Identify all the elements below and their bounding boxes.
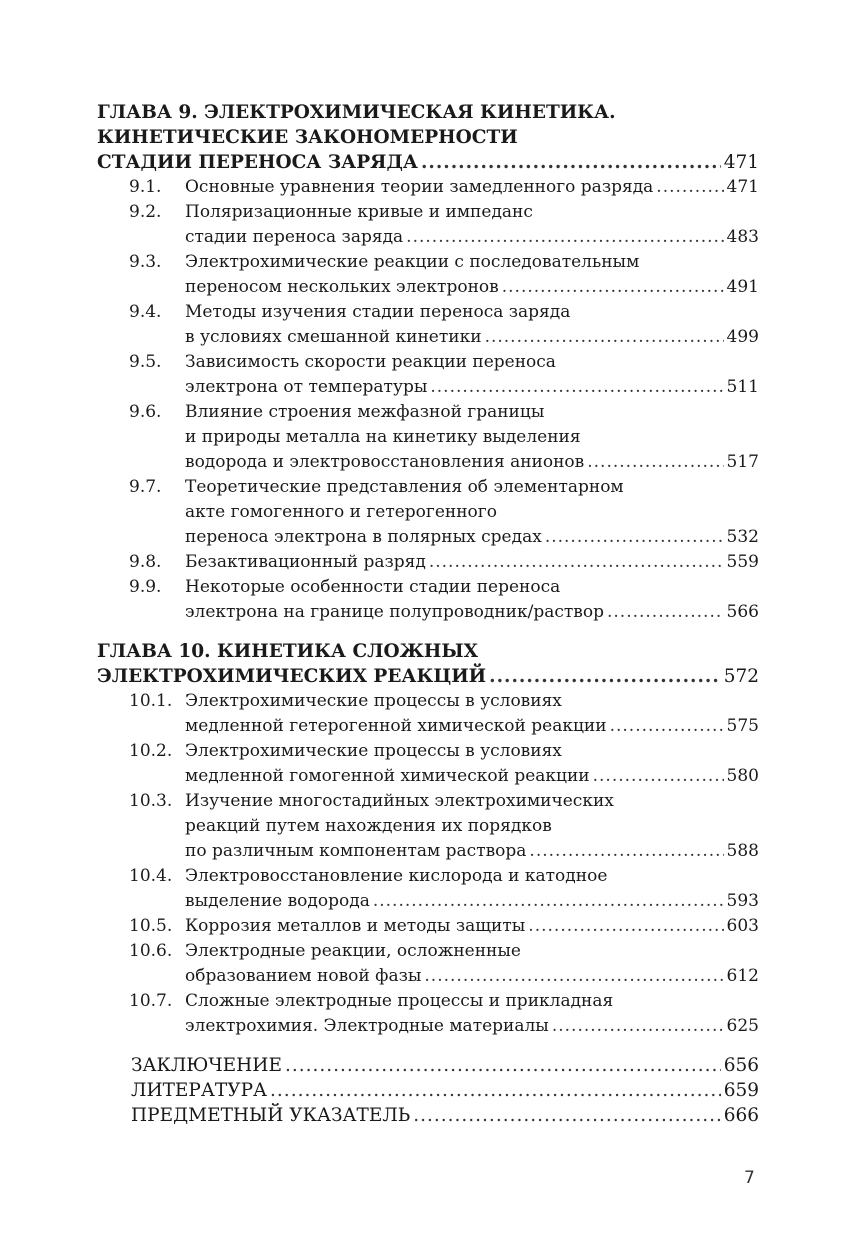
dot-leader	[485, 325, 724, 350]
section-title-line-page: 532	[726, 527, 759, 547]
section-title-line-text: электрона на границе полупроводник/раствор	[185, 602, 604, 622]
section-number-cell	[97, 575, 185, 625]
section-title-line	[185, 764, 759, 789]
section-number-cell	[97, 689, 185, 739]
section-title-line: Влияние строения межфазной границы	[185, 402, 545, 422]
section-title-line: и природы металла на кинетику выделения	[185, 427, 581, 447]
dot-leader	[413, 1103, 720, 1128]
section-title	[185, 400, 759, 475]
section-number: 9.4.	[129, 302, 162, 322]
section-title-line-text: переноса электрона в полярных средах	[185, 527, 542, 547]
toc-entry	[97, 939, 759, 989]
section-title-line-page: 588	[726, 841, 759, 861]
chapter-title-line	[97, 150, 759, 175]
section-title-line	[185, 550, 759, 575]
section-number-cell	[97, 300, 185, 350]
section-title	[185, 739, 759, 789]
section-number: 9.9.	[129, 577, 162, 597]
section-number: 10.2.	[129, 741, 173, 761]
section-title-line-page: 483	[726, 227, 759, 247]
toc-entry	[97, 475, 759, 550]
endmatter-entry	[131, 1078, 759, 1103]
section-title-line-text: водорода и электровосстановления анионов	[185, 452, 585, 472]
toc-entry	[97, 175, 759, 200]
section-title-line-page: 580	[726, 766, 759, 786]
section-number-cell	[97, 250, 185, 300]
section-title-line-text: Основные уравнения теории замедленного разряда	[185, 177, 654, 197]
section-title	[185, 864, 759, 914]
section-title-line: Теоретические представления об элементарном	[185, 477, 624, 497]
section-title-line-page: 575	[726, 716, 759, 736]
section-number-cell	[97, 989, 185, 1039]
section-title	[185, 550, 759, 575]
section-number-cell	[97, 400, 185, 475]
section-title-line-text: в условиях смешанной кинетики	[185, 327, 482, 347]
section-title-line-page: 603	[726, 916, 759, 936]
section-title-line	[185, 325, 759, 350]
section-title-line	[185, 1014, 759, 1039]
toc-entry	[97, 400, 759, 475]
section-number-cell	[97, 739, 185, 789]
section-title-line-page: 559	[726, 552, 759, 572]
section-title	[185, 939, 759, 989]
section-number: 9.6.	[129, 402, 162, 422]
section-number: 10.3.	[129, 791, 173, 811]
section-title-line	[185, 889, 759, 914]
toc-entry	[97, 250, 759, 300]
toc-entry	[97, 989, 759, 1039]
chapter-title-line	[97, 664, 759, 689]
section-title-line-text: медленной гетерогенной химической реакции	[185, 716, 607, 736]
dot-leader	[429, 550, 724, 575]
section-title-line-text: стадии переноса заряда	[185, 227, 404, 247]
chapter-title-line-text: СТАДИИ ПЕРЕНОСА ЗАРЯДА	[97, 152, 418, 173]
chapter-block	[97, 639, 759, 1039]
section-title-line: Некоторые особенности стадии переноса	[185, 577, 561, 597]
chapter-title-line: ГЛАВА 10. КИНЕТИКА СЛОЖНЫХ	[97, 641, 478, 662]
chapter-title-line-page: 471	[723, 152, 759, 173]
endmatter-entry-text: ЛИТЕРАТУРА	[131, 1080, 268, 1101]
endmatter-entry-page: 666	[723, 1105, 759, 1126]
section-title-line	[185, 839, 759, 864]
endmatter-list	[97, 1053, 759, 1128]
section-title-line-page: 491	[726, 277, 759, 297]
dot-leader	[607, 600, 724, 625]
section-number-cell	[97, 350, 185, 400]
endmatter-entry-page: 659	[723, 1080, 759, 1101]
section-title	[185, 350, 759, 400]
dot-leader	[424, 964, 723, 989]
dot-leader	[656, 175, 723, 200]
section-title-line: Методы изучения стадии переноса заряда	[185, 302, 571, 322]
section-number-cell	[97, 939, 185, 989]
section-title-line-text: Коррозия металлов и методы защиты	[185, 916, 526, 936]
section-title-line	[185, 600, 759, 625]
section-title-line	[185, 375, 759, 400]
toc-entry	[97, 739, 759, 789]
toc-entry	[97, 864, 759, 914]
section-title-line	[185, 175, 759, 200]
toc-entry	[97, 914, 759, 939]
dot-leader	[552, 1014, 724, 1039]
dot-leader	[529, 839, 723, 864]
section-title-line: Поляризационные кривые и импеданс	[185, 202, 533, 222]
section-title-line-text: медленной гомогенной химической реакции	[185, 766, 590, 786]
section-title-line-page: 499	[726, 327, 759, 347]
section-title-line	[185, 964, 759, 989]
chapter-title-line-page: 572	[723, 666, 759, 687]
section-number: 10.1.	[129, 691, 173, 711]
section-title-line	[185, 275, 759, 300]
section-title	[185, 575, 759, 625]
page-number: 7	[744, 1168, 755, 1188]
toc-entry	[97, 300, 759, 350]
section-title	[185, 250, 759, 300]
chapter-block	[97, 100, 759, 625]
section-title-line	[185, 714, 759, 739]
section-title-line-page: 471	[726, 177, 759, 197]
section-title-line: Изучение многостадийных электрохимических	[185, 791, 614, 811]
section-title	[185, 200, 759, 250]
endmatter-entry-text: ЗАКЛЮЧЕНИЕ	[131, 1055, 282, 1076]
section-number: 10.7.	[129, 991, 173, 1011]
section-title-line-text: электрона от температуры	[185, 377, 428, 397]
section-title-line: Зависимость скорости реакции переноса	[185, 352, 556, 372]
section-title-line-page: 517	[726, 452, 759, 472]
dot-leader	[406, 225, 723, 250]
dot-leader	[587, 450, 723, 475]
section-number-cell	[97, 475, 185, 550]
section-number-cell	[97, 550, 185, 575]
table-of-contents	[97, 100, 759, 1128]
section-title-line: Сложные электродные процессы и прикладная	[185, 991, 614, 1011]
section-title-line-text: образованием новой фазы	[185, 966, 422, 986]
section-title-line-text: электрохимия. Электродные материалы	[185, 1016, 549, 1036]
section-title-line: Электрохимические процессы в условиях	[185, 741, 562, 761]
endmatter-entry-page: 656	[723, 1055, 759, 1076]
section-number: 9.2.	[129, 202, 162, 222]
section-title-line: Электрохимические процессы в условиях	[185, 691, 562, 711]
section-number: 9.3.	[129, 252, 162, 272]
chapter-title	[97, 639, 759, 689]
section-title-line: акте гомогенного и гетерогенного	[185, 502, 497, 522]
section-title-line: Электрохимические реакции с последовательным	[185, 252, 640, 272]
section-title-line	[185, 914, 759, 939]
chapter-title-line: КИНЕТИЧЕСКИЕ ЗАКОНОМЕРНОСТИ	[97, 127, 518, 148]
section-number: 9.1.	[129, 177, 162, 197]
toc-entry	[97, 200, 759, 250]
section-title-line: реакций путем нахождения их порядков	[185, 816, 552, 836]
section-title-line-page: 511	[726, 377, 759, 397]
section-number: 10.4.	[129, 866, 173, 886]
section-number-cell	[97, 789, 185, 864]
section-number-cell	[97, 175, 185, 200]
section-title-line: Электровосстановление кислорода и катодное	[185, 866, 608, 886]
dot-leader	[270, 1078, 721, 1103]
section-number-cell	[97, 200, 185, 250]
section-title	[185, 175, 759, 200]
section-title-line-page: 566	[726, 602, 759, 622]
dot-leader	[373, 889, 724, 914]
dot-leader	[528, 914, 723, 939]
dot-leader	[285, 1053, 721, 1078]
section-title	[185, 300, 759, 350]
section-title-line-text: по различным компонентам раствора	[185, 841, 527, 861]
chapter-title-line-text: ЭЛЕКТРОХИМИЧЕСКИХ РЕАКЦИЙ	[97, 666, 487, 687]
chapter-title-line: ГЛАВА 9. ЭЛЕКТРОХИМИЧЕСКАЯ КИНЕТИКА.	[97, 102, 616, 123]
dot-leader	[545, 525, 724, 550]
section-number-cell	[97, 914, 185, 939]
section-title	[185, 789, 759, 864]
section-number: 9.8.	[129, 552, 162, 572]
section-title-line-text: переносом нескольких электронов	[185, 277, 499, 297]
chapter-title	[97, 100, 759, 175]
section-title	[185, 475, 759, 550]
section-title-line-page: 593	[726, 891, 759, 911]
dot-leader	[610, 714, 724, 739]
toc-entry	[97, 789, 759, 864]
dot-leader	[430, 375, 723, 400]
toc-entry	[97, 689, 759, 739]
dot-leader	[502, 275, 724, 300]
section-title-line-page: 625	[726, 1016, 759, 1036]
section-title	[185, 689, 759, 739]
section-title-line-page: 612	[726, 966, 759, 986]
section-title-line	[185, 225, 759, 250]
endmatter-entry	[131, 1103, 759, 1128]
toc-entry	[97, 550, 759, 575]
section-title-line-text: Безактивационный разряд	[185, 552, 426, 572]
endmatter-entry-text: ПРЕДМЕТНЫЙ УКАЗАТЕЛЬ	[131, 1105, 411, 1126]
section-title-line	[185, 525, 759, 550]
dot-leader	[489, 664, 721, 689]
toc-entry	[97, 575, 759, 625]
section-title-line-text: выделение водорода	[185, 891, 370, 911]
section-number: 9.5.	[129, 352, 162, 372]
section-title-line	[185, 450, 759, 475]
section-title	[185, 989, 759, 1039]
section-title-line: Электродные реакции, осложненные	[185, 941, 521, 961]
section-number: 10.6.	[129, 941, 173, 961]
dot-leader	[593, 764, 724, 789]
section-number: 9.7.	[129, 477, 162, 497]
toc-entry	[97, 350, 759, 400]
section-title	[185, 914, 759, 939]
section-number-cell	[97, 864, 185, 914]
section-number: 10.5.	[129, 916, 173, 936]
dot-leader	[421, 150, 721, 175]
endmatter-entry	[131, 1053, 759, 1078]
